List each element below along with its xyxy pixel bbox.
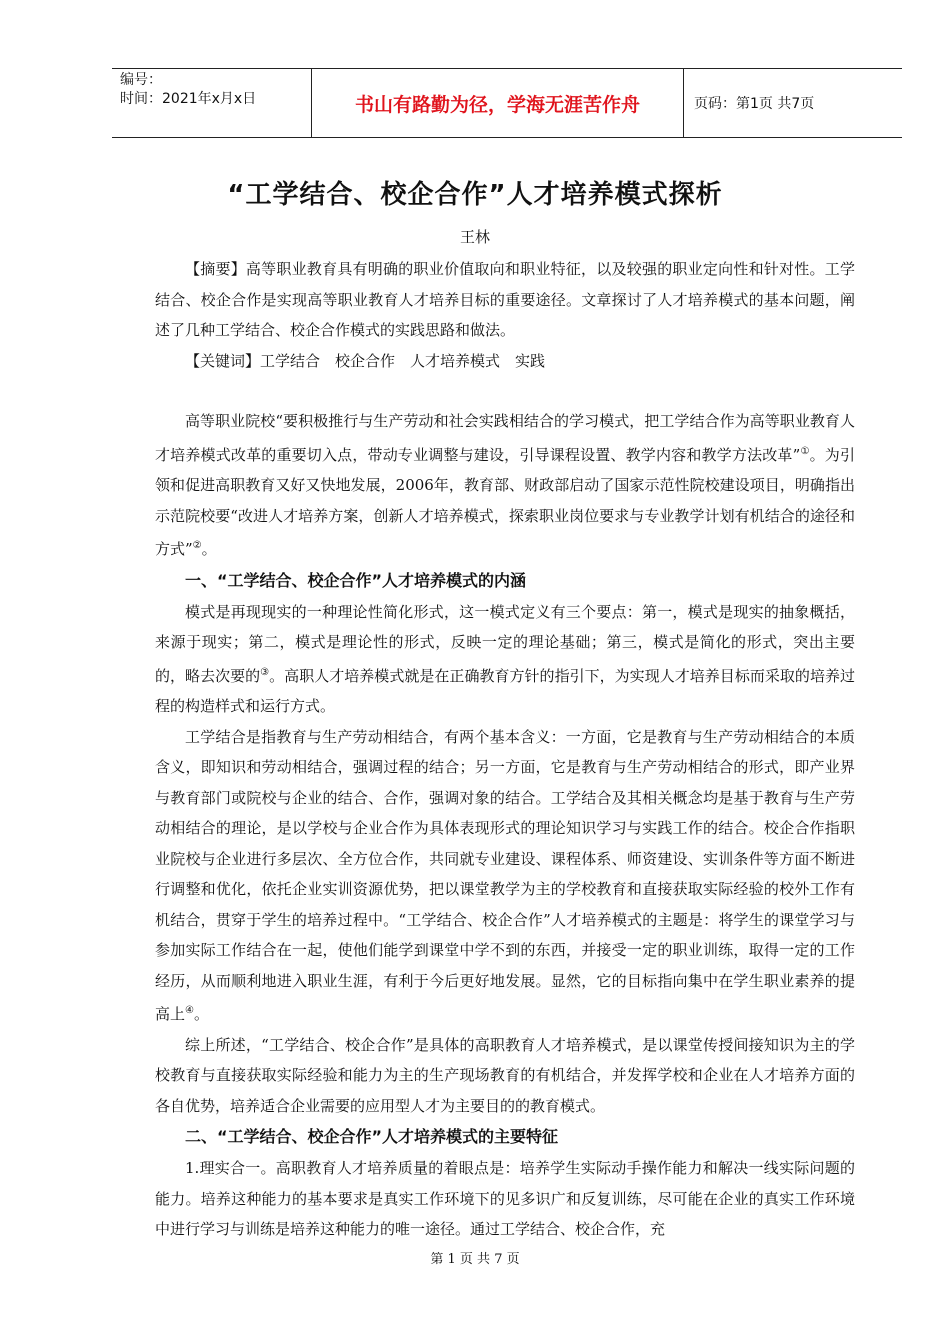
footnote-ref-4: ④ [185, 1005, 194, 1016]
section-2-paragraph-1: 1.理实合一。高职教育人才培养质量的着眼点是：培养学生实际动手操作能力和解决一线实际问题的能力。培养这种能力的基本要求是真实工作环境下的见多识广和反复训练，尽可能在企业的真实工作环境中进行学习与训练是培养这种能力的唯一途径。通过工学结合、校企合作，充 [155, 1159, 855, 1238]
document-title: “工学结合、校企合作”人才培养模式探析 [227, 180, 723, 210]
footnote-ref-3: ③ [260, 666, 270, 678]
section-1-paragraph-3: 综上所述，“工学结合、校企合作”是具体的高职教育人才培养模式，是以课堂传授间接知识为主的学校教育与直接获取实际经验和能力为主的生产现场教育的有机结合，并发挥学校和企业在人才培养方面的各自优势，培养适合企业需要的应用型人才为主要目的的教育模式。 [155, 1035, 855, 1115]
footnote-ref-2: ② [192, 540, 202, 551]
document-number-label: 编号： [120, 72, 162, 88]
document-body [155, 254, 855, 1245]
document-author: 王林 [459, 228, 490, 246]
footnote-ref-1: ① [800, 445, 810, 457]
abstract-paragraph: 【摘要】高等职业教育具有明确的职业价值取向和职业特征，以及较强的职业定向性和针对性。工学结合、校企合作是实现高等职业教育人才培养目标的重要途径。文章探讨了人才培养模式的基本问题，阐述了几种工学结合、校企合作模式的实践思路和做法。 [155, 260, 855, 339]
header-page-info: 页码：第1页 共7页 [694, 96, 815, 112]
section-1-paragraph-1 [155, 597, 855, 722]
intro-text-c: 。 [201, 540, 217, 558]
s1p2-text-a: 工学结合是指教育与生产劳动相结合，有两个基本含义：一方面，它是教育与生产劳动相结合的本质含义，即知识和劳动相结合，强调过程的结合；另一方面，它是教育与生产劳动相结合的形式，即产业界与教育部门或院校与企业的结合、合作，强调对象的结合。工学结合及其相关概念均是基于教育与生产劳动相结合的理论，是以学校与企业合作为具体表现形式的理论知识学习与实践工作的结合。校企合作指职业院校与企业进行多层次、全方位合作，共同就专业建设、课程体系、师资建设、实训条件等方面不断进行调整和优化，依托企业实训资源优势，把以课堂教学为主的学校教育和直接获取实际经验的校外工作有机结合，贯穿于学生的培养过程中。“工学结合、校企合作”人才培养模式的主题是：将学生的课堂学习与参加实际工作结合在一起，使他们能学到课堂中学不到的东西，并接受一定的职业训练，取得一定的工作经历，从而顺利地进入职业生涯，有利于今后更好地发展。显然，它的目标指向集中在学生职业素养的提高上 [155, 727, 855, 1023]
header-motto: 书山有路勤为径，学海无涯苦作舟 [312, 69, 684, 137]
s1p1-text-a: 模式是再现现实的一种理论性简化形式，这一模式定义有三个要点：第一，模式是现实的抽象概括，来源于现实；第二，模式是理论性的形式，反映一定的理论基础；第三，模式是简化的形式，突出主要的，略去次要的 [155, 602, 855, 685]
intro-text-a: 高等职业院校“要积极推行与生产劳动和社会实践相结合的学习模式，把工学结合作为高等职业教育人才培养模式改革的重要切入点，带动专业调整与建设，引导课程设置、教学内容和教学方法改革” [155, 412, 855, 464]
document-header [112, 68, 902, 138]
keywords-paragraph: 【关键词】工学结合 校企合作 人才培养模式 实践 [185, 351, 546, 370]
section-1-heading: 一、“工学结合、校企合作”人才培养模式的内涵 [185, 570, 527, 590]
spacer [155, 376, 855, 406]
s1p2-text-b: 。 [193, 1005, 209, 1023]
intro-paragraph [155, 406, 855, 565]
intro-text-b: 。为引领和促进高职教育又好又快地发展，2006年，教育部、财政部启动了国家示范性院校建设项目，明确指出示范院校要“改进人才培养方案，创新人才培养模式，探索职业岗位要求与专业教学计划有机结合的途径和方式” [155, 445, 855, 558]
header-meta [112, 69, 312, 137]
section-1-paragraph-2 [155, 722, 855, 1030]
s1p1-text-b: 。高职人才培养模式就是在正确教育方针的指引下，为实现人才培养目标而采取的培养过程的构造样式和运行方式。 [155, 666, 855, 715]
section-2-heading: 二、“工学结合、校企合作”人才培养模式的主要特征 [185, 1127, 559, 1146]
document-time-label: 时间：2021年x月x日 [120, 91, 257, 107]
page-footer: 第 1 页 共 7 页 [430, 1252, 520, 1267]
